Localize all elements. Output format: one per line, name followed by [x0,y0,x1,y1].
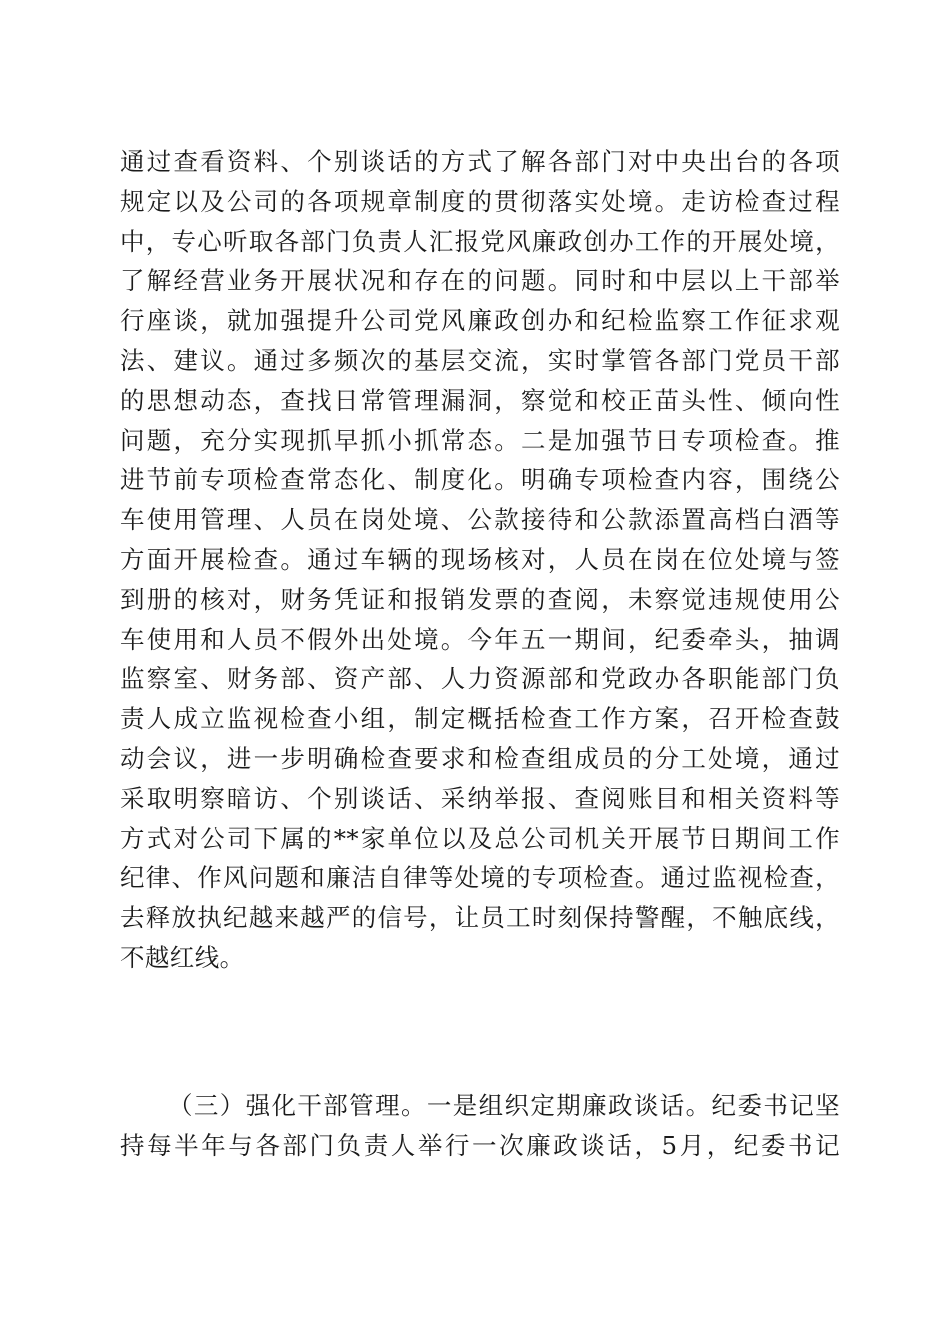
paragraph-line: 车使用管理、人员在岗处境、公款接待和公款添置高档白酒等 [120,505,840,535]
paragraph-line: 了解经营业务开展状况和存在的问题。同时和中层以上干部举 [120,266,840,296]
paragraph-line: 的思想动态，查找日常管理漏洞，察觉和校正苗头性、倾向性 [120,385,840,415]
paragraph-line: 动会议，进一步明确检查要求和检查组成员的分工处境，通过 [120,743,840,773]
paragraph-line: 规定以及公司的各项规章制度的贯彻落实处境。走访检查过程 [120,186,840,216]
paragraph-line: 方式对公司下属的**家单位以及总公司机关开展节日期间工作 [120,823,840,853]
paragraph-line: 纪律、作风问题和廉洁自律等处境的专项检查。通过监视检查， [120,863,840,893]
paragraph-line: （三）强化干部管理。一是组织定期廉政谈话。纪委书记坚 [168,1091,840,1120]
paragraph-line: 去释放执纪越来越严的信号，让员工时刻保持警醒，不触底线， [120,903,840,933]
paragraph-line: 问题，充分实现抓早抓小抓常态。二是加强节日专项检查。推 [120,425,840,455]
paragraph-line: 不越红线。 [120,942,245,972]
paragraph-1 [120,142,840,978]
paragraph-line: 进节前专项检查常态化、制度化。明确专项检查内容，围绕公 [120,465,840,495]
paragraph-line: 车使用和人员不假外出处境。今年五一期间，纪委牵头，抽调 [120,624,840,654]
paragraph-line: 方面开展检查。通过车辆的现场核对，人员在岗在位处境与签 [120,544,840,574]
paragraph-line: 责人成立监视检查小组，制定概括检查工作方案，召开检查鼓 [120,704,840,734]
paragraph-line: 法、建议。通过多频次的基层交流，实时掌管各部门党员干部 [120,345,840,375]
paragraph-line: 到册的核对，财务凭证和报销发票的查阅，未察觉违规使用公 [120,584,840,614]
paragraph-line: 中，专心听取各部门负责人汇报党风廉政创办工作的开展处境， [120,226,840,256]
paragraph-line: 监察室、财务部、资产部、人力资源部和党政办各职能部门负 [120,664,840,694]
paragraph-line: 持每半年与各部门负责人举行一次廉政谈话，5月，纪委书记 [120,1130,840,1160]
paragraph-2 [120,1086,840,1166]
paragraph-line: 通过查看资料、个别谈话的方式了解各部门对中央出台的各项 [120,147,840,176]
paragraph-line: 采取明察暗访、个别谈话、采纳举报、查阅账目和相关资料等 [120,783,840,813]
paragraph-line: 行座谈，就加强提升公司党风廉政创办和纪检监察工作征求观 [120,306,840,336]
